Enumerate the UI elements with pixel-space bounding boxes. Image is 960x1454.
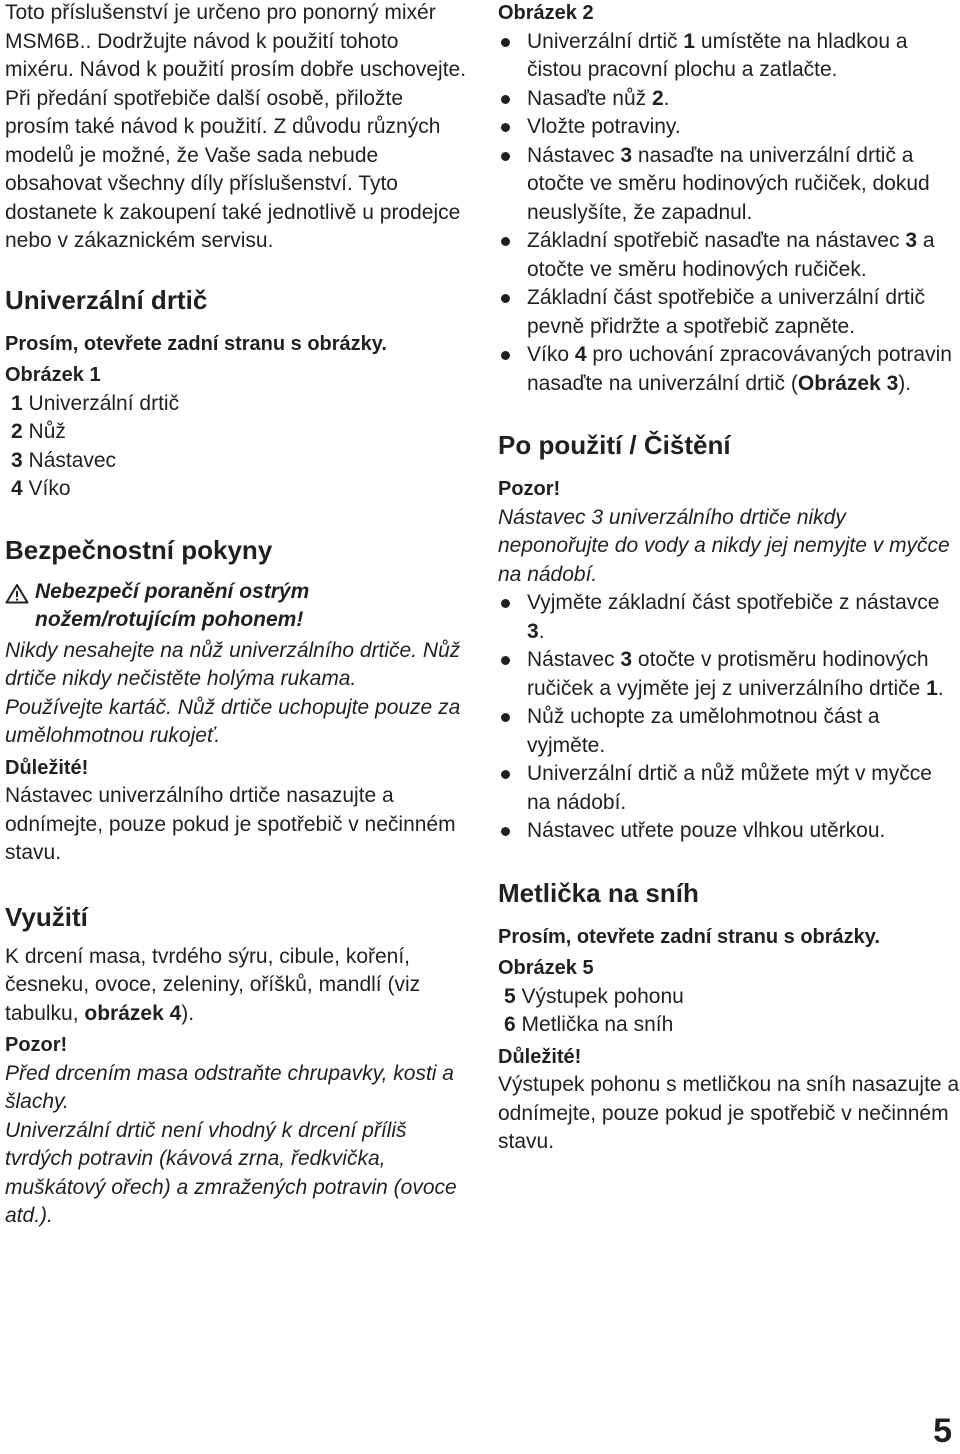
- open-back-page-note: Prosím, otevřete zadní stranu s obrázky.: [5, 332, 387, 355]
- figure-5-legend: [498, 983, 960, 1040]
- figure-5-title: Obrázek 5: [498, 957, 594, 979]
- list-item: Univerzální drtič 1 umístěte na hladkou a čistou pracovní plochu a zatlačte.: [498, 28, 960, 85]
- caution-text-2: Univerzální drtič není vhodný k drcení příliš tvrdých potravin (kávová zrna, ředkvička, muškátový ořech) a zmražených potravin (ovoce atd.).: [5, 1118, 457, 1227]
- right-column: [498, 0, 960, 1157]
- caution-label: Pozor!: [498, 478, 561, 500]
- list-item: Nasaďte nůž 2.: [498, 85, 960, 114]
- bullet-icon: [501, 95, 510, 104]
- list-item: Základní část spotřebiče a univerzální drtič pevně přidržte a spotřebič zapněte.: [498, 284, 960, 341]
- warning-triangle-icon: [5, 583, 29, 604]
- bullet-icon: [501, 294, 510, 303]
- warning-text: Nebezpečí poranění ostrým nožem/rotujícím pohonem!: [35, 579, 310, 631]
- heading-whisk: Metlička na sníh: [498, 877, 699, 908]
- legend-item: 3 Nástavec: [11, 448, 117, 472]
- important-text: Výstupek pohonu s metličkou na sníh nasazujte a odnímejte, pouze pokud je spotřebič v nečinném stavu.: [498, 1073, 960, 1153]
- list-item: Vložte potraviny.: [498, 113, 960, 142]
- caution-text: Nástavec 3 univerzálního drtiče nikdy neponořujte do vody a nikdy jej nemyjte v myčce na nádobí.: [498, 505, 950, 586]
- bullet-icon: [501, 713, 510, 722]
- important-text: Nástavec univerzálního drtiče nasazujte a odnímejte, pouze pokud je spotřebič v nečinném stavu.: [5, 784, 456, 864]
- open-back-page-note: Prosím, otevřete zadní stranu s obrázky.: [498, 925, 880, 948]
- figure-1-legend: [5, 390, 467, 504]
- use-text: K drcení masa, tvrdého sýru, cibule, koření, česneku, ovoce, zeleniny, oříšků, mandlí (viz tabulku, obrázek 4).: [5, 944, 421, 1025]
- bullet-icon: [501, 351, 510, 360]
- heading-use: Využití: [5, 901, 88, 932]
- bullet-icon: [501, 38, 510, 47]
- legend-item: 2 Nůž: [11, 420, 66, 443]
- cleaning-steps: [498, 589, 960, 846]
- list-item: Nástavec utřete pouze vlhkou utěrkou.: [498, 817, 960, 846]
- list-item: Základní spotřebič nasaďte na nástavec 3 a otočte ve směru hodinových ručiček.: [498, 227, 960, 284]
- left-column: [5, 0, 467, 1231]
- safety-text-2: Používejte kartáč. Nůž drtiče uchopujte pouze za umělohmotnou rukojeť.: [5, 695, 461, 747]
- list-item: Nůž uchopte za umělohmotnou část a vyjměte.: [498, 703, 960, 760]
- legend-item: 1 Univerzální drtič: [11, 391, 180, 415]
- page-number: 5: [933, 1412, 952, 1450]
- figure-1-title: Obrázek 1: [5, 364, 101, 386]
- bullet-icon: [501, 827, 510, 836]
- list-item: Víko 4 pro uchování zpracovávaných potravin nasaďte na univerzální drtič (Obrázek 3).: [498, 341, 960, 398]
- bullet-icon: [501, 599, 510, 608]
- safety-text-1: Nikdy nesahejte na nůž univerzálního drtiče. Nůž drtiče nikdy nečistěte holýma rukama.: [5, 638, 461, 690]
- bullet-icon: [501, 237, 510, 246]
- bullet-icon: [501, 123, 510, 132]
- bullet-icon: [501, 152, 510, 161]
- caution-text-1: Před drcením masa odstraňte chrupavky, kosti a šlachy.: [5, 1061, 454, 1113]
- warning-note: [5, 578, 467, 635]
- legend-item: 4 Víko: [11, 477, 71, 500]
- heading-universal-chopper: Univerzální drtič: [5, 284, 208, 315]
- legend-item: 5 Výstupek pohonu: [504, 984, 684, 1008]
- bullet-icon: [501, 656, 510, 665]
- heading-safety-instructions: Bezpečnostní pokyny: [5, 534, 273, 565]
- important-label: Důležité!: [498, 1045, 582, 1068]
- figure-2-title: Obrázek 2: [498, 2, 594, 24]
- list-item: Vyjměte základní část spotřebiče z nástavce 3.: [498, 589, 960, 646]
- list-item: Nástavec 3 otočte v protisměru hodinových ručiček a vyjměte jej z univerzálního drtiče 1.: [498, 646, 960, 703]
- figure-2-steps: [498, 28, 960, 399]
- important-label: Důležité!: [5, 756, 89, 779]
- legend-item: 6 Metlička na sníh: [504, 1013, 674, 1036]
- list-item: Nástavec 3 nasaďte na univerzální drtič a otočte ve směru hodinových ručiček, dokud neuslyšíte, že zapadnul.: [498, 142, 960, 228]
- list-item: Univerzální drtič a nůž můžete mýt v myčce na nádobí.: [498, 760, 960, 817]
- intro-paragraph-1: Toto příslušenství je určeno pro ponorný mixér MSM6B.. Dodržujte návod k použití tohoto mixéru. Návod k použití prosím dobře uschovejte.: [5, 1, 467, 81]
- heading-after-use-cleaning: Po použití / Čištění: [498, 430, 731, 460]
- intro-paragraph-2: Při předání spotřebiče další osobě, přiložte prosím také návod k použití. Z důvodu různých modelů je možné, že Vaše sada nebude obsahovat všechny díly příslušenství. Tyto dostanete k zakoupení také jednotlivě u prodejce nebo v zákaznickém servisu.: [5, 86, 461, 252]
- bullet-icon: [501, 770, 510, 779]
- caution-label: Pozor!: [5, 1034, 68, 1056]
